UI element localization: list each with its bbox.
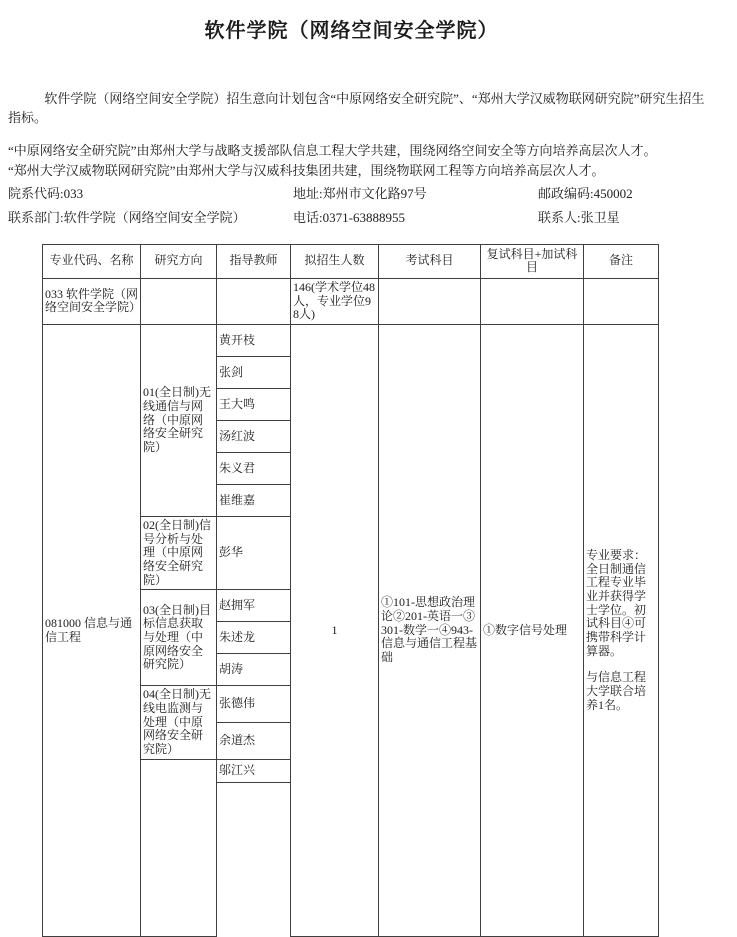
intro-paragraphs: [0, 90, 737, 180]
teacher-cell: 彭华: [217, 516, 291, 589]
table-row: [43, 324, 659, 356]
overview-remarks-cell: [584, 278, 659, 324]
teacher-cell: 朱义君: [217, 452, 291, 484]
enrollment-cell: 1: [291, 324, 379, 936]
teacher-cell: 余道杰: [217, 722, 291, 759]
teacher-cell: 张德伟: [217, 686, 291, 723]
teacher-cell: 汤红波: [217, 420, 291, 452]
remarks-paragraph-2: 与信息工程大学联合培养1名。: [586, 670, 647, 712]
header-program: 专业代码、名称: [43, 244, 141, 278]
direction-cell-05: [141, 759, 217, 937]
direction-cell-02: 02(全日制)信号分析与处理（中原网络安全研究院）: [141, 516, 217, 589]
page-header: [0, 0, 737, 43]
contact-info: [8, 186, 737, 227]
info-phone: 电话:0371-63888955: [293, 210, 405, 226]
header-enrollment: 拟招生人数: [291, 244, 379, 278]
teacher-cell: [217, 782, 291, 937]
direction-cell-04: 04(全日制)无线电监测与处理（中原网络安全研究院）: [141, 686, 217, 759]
header-remarks: 备注: [584, 244, 659, 278]
retest-subjects-cell: ①数字信号处理: [481, 324, 584, 936]
overview-program-cell: 033 软件学院（网络空间安全学院）: [43, 278, 141, 324]
paragraph-zhongyuan-institute: “中原网络安全研究院”由郑州大学与战略支援部队信息工程大学共建，围绕网络空间安全等方向培养高层次人才。: [8, 142, 657, 158]
teacher-cell: 张剑: [217, 356, 291, 388]
teacher-cell: 胡涛: [217, 654, 291, 686]
remarks-cell: [584, 324, 659, 936]
admissions-table: [42, 244, 659, 937]
program-cell: 081000 信息与通信工程: [43, 324, 141, 936]
teacher-cell: 朱述龙: [217, 622, 291, 654]
remarks-paragraph-1: 专业要求：全日制通信工程专业毕业并获得学士学位。初试科目④可携带科学计算器。: [586, 547, 647, 658]
direction-cell-01: 01(全日制)无线通信与网络（中原网络安全研究院）: [141, 324, 217, 516]
teacher-cell: 崔维嘉: [217, 484, 291, 516]
teacher-cell: 黄开枝: [217, 324, 291, 356]
page-title: 软件学院（网络空间安全学院）: [204, 20, 499, 42]
table-header-row: [43, 244, 659, 278]
teacher-cell: 赵拥军: [217, 590, 291, 622]
header-direction: 研究方向: [141, 244, 217, 278]
header-retest-subjects: 复试科目+加试科目: [481, 244, 584, 278]
overview-retest-cell: [481, 278, 584, 324]
info-contact-dept: [8, 210, 293, 226]
info-contact-person: 联系人:张卫星: [538, 210, 620, 226]
paragraph-hanwei-institute: “郑州大学汉威物联网研究院”由郑州大学与汉威科技集团共建，围绕物联网工程等方向培养高层次人才。: [8, 162, 605, 178]
exam-subjects-cell: ①101-思想政治理论②201-英语一③301-数学一④943-信息与通信工程基础: [379, 324, 481, 936]
overview-advisor-cell: [217, 278, 291, 324]
info-postcode: 邮政编码:450002: [538, 186, 633, 202]
info-contact-dept-text: 联系部门:软件学院（网络空间安全学院）: [8, 210, 246, 226]
teacher-cell: 邬江兴: [217, 759, 291, 782]
header-advisor: 指导教师: [217, 244, 291, 278]
paragraph-intro: 软件学院（网络空间安全学院）招生意向计划包含“中原网络安全研究院”、“郑州大学汉威物联网研究院”研究生招生指标。: [8, 91, 705, 125]
direction-cell-03: 03(全日制)目标信息获取与处理（中原网络安全研究院）: [141, 590, 217, 686]
info-dept-code: 院系代码:033: [8, 186, 84, 202]
info-address: 地址:郑州市文化路97号: [293, 186, 427, 202]
table-row-overview: [43, 278, 659, 324]
header-exam-subjects: 考试科目: [379, 244, 481, 278]
teacher-cell: 王大鸣: [217, 388, 291, 420]
overview-exam-cell: [379, 278, 481, 324]
overview-direction-cell: [141, 278, 217, 324]
overview-enrollment-cell: 146(学术学位48人，专业学位98人): [291, 278, 379, 324]
